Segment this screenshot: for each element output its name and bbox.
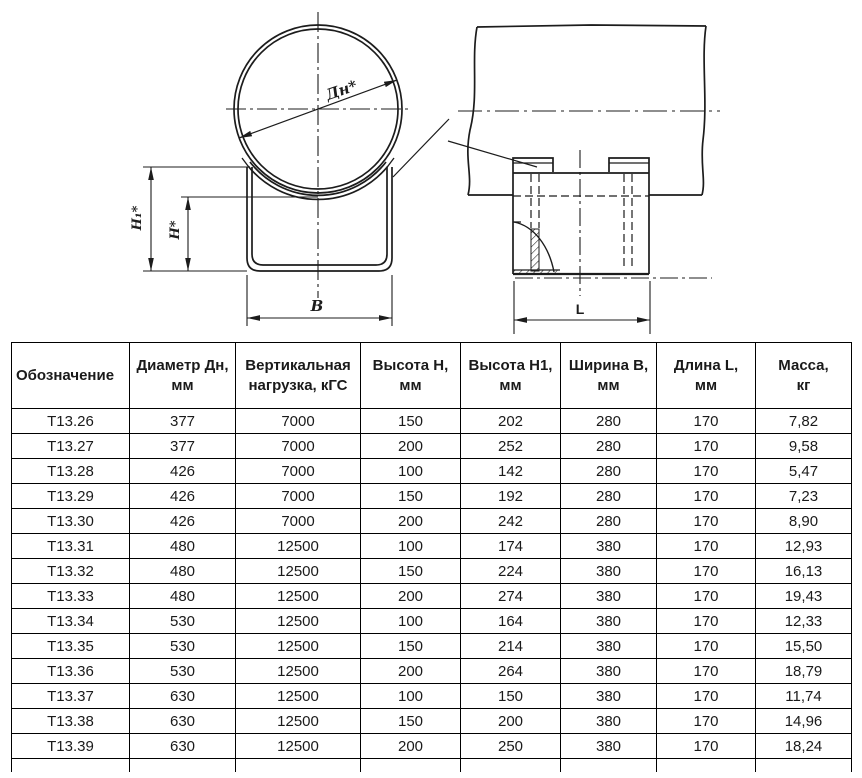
header-line-1: Вертикальная	[245, 356, 351, 374]
header-line-1: Длина L,	[673, 356, 739, 374]
table-cell: 142	[461, 459, 561, 484]
table-cell: 100	[361, 609, 461, 634]
header-line-2: мм	[399, 376, 422, 394]
table-cell: 170	[657, 434, 756, 459]
table-cell: 200	[361, 434, 461, 459]
table-cell: Т13.31	[12, 534, 130, 559]
table-cell: 170	[657, 634, 756, 659]
table-cell: 630	[130, 709, 236, 734]
table-cell	[12, 759, 130, 772]
saddle-support-drawing	[0, 0, 862, 340]
table-cell: 200	[361, 734, 461, 759]
table-cell: 14,96	[756, 709, 852, 734]
table-cell: 530	[130, 659, 236, 684]
table-cell: 170	[657, 734, 756, 759]
table-cell: 7000	[236, 434, 361, 459]
table-cell: Т13.28	[12, 459, 130, 484]
table-cell: Т13.32	[12, 559, 130, 584]
table-cell: 630	[130, 734, 236, 759]
table-cell: 170	[657, 509, 756, 534]
table-cell: Т13.26	[12, 409, 130, 434]
column-header	[236, 343, 361, 409]
table-cell: 164	[461, 609, 561, 634]
table-cell: 480	[130, 559, 236, 584]
table-cell: 7,82	[756, 409, 852, 434]
table-cell: 280	[561, 434, 657, 459]
column-header	[657, 343, 756, 409]
header-line-2: кг	[796, 376, 811, 394]
table-row	[12, 684, 852, 709]
table-cell: 280	[561, 409, 657, 434]
table-cell	[461, 759, 561, 772]
table-cell: 377	[130, 409, 236, 434]
column-header	[12, 343, 130, 409]
table-cell: 12500	[236, 659, 361, 684]
table-cell: 150	[361, 409, 461, 434]
column-header	[361, 343, 461, 409]
table-cell: Т13.38	[12, 709, 130, 734]
table-cell: 200	[361, 659, 461, 684]
table-cell: 150	[361, 709, 461, 734]
table-cell: 150	[461, 684, 561, 709]
table-row	[12, 559, 852, 584]
header-line-2: мм	[597, 376, 620, 394]
table-row	[12, 734, 852, 759]
table-cell: 380	[561, 634, 657, 659]
table-cell: 480	[130, 584, 236, 609]
table-cell: 242	[461, 509, 561, 534]
table-cell: 174	[461, 534, 561, 559]
table-cell: 12500	[236, 684, 361, 709]
table-cell: 250	[461, 734, 561, 759]
table-cell: 426	[130, 509, 236, 534]
table-cell: 170	[657, 559, 756, 584]
column-header	[130, 343, 236, 409]
table-cell: 16,13	[756, 559, 852, 584]
table-cell: 170	[657, 409, 756, 434]
table-cell: 200	[361, 584, 461, 609]
table-cell: 170	[657, 459, 756, 484]
table-cell: Т13.36	[12, 659, 130, 684]
header-line-2: нагрузка, кГС	[248, 376, 348, 394]
table-cell: 5,47	[756, 459, 852, 484]
column-header	[461, 343, 561, 409]
table-cell: 8,90	[756, 509, 852, 534]
table-cell: 380	[561, 659, 657, 684]
table-cell: 7,23	[756, 484, 852, 509]
table-cell: 100	[361, 534, 461, 559]
h1-label: Н₁*	[130, 205, 145, 231]
table-cell: 280	[561, 459, 657, 484]
header-line-2: мм	[499, 376, 522, 394]
table-cell: 380	[561, 584, 657, 609]
column-header	[561, 343, 657, 409]
table-cell: Т13.27	[12, 434, 130, 459]
table-cell: 380	[561, 609, 657, 634]
table-cell: 380	[561, 684, 657, 709]
table-cell: 380	[561, 709, 657, 734]
table-cell: 170	[657, 534, 756, 559]
table-cell: 100	[361, 459, 461, 484]
table-row	[12, 634, 852, 659]
rib-section-hatch	[531, 229, 539, 271]
column-header	[756, 343, 852, 409]
table-cell: Т13.37	[12, 684, 130, 709]
table-row-cutoff	[12, 759, 852, 772]
table-cell: Т13.30	[12, 509, 130, 534]
header-line-1: Высота Н1,	[468, 356, 553, 374]
table-body	[12, 409, 852, 772]
header-line-1: Масса,	[778, 356, 829, 374]
table-row	[12, 609, 852, 634]
table-row	[12, 534, 852, 559]
table-cell: 7000	[236, 459, 361, 484]
table-cell: 192	[461, 484, 561, 509]
table-cell: 380	[561, 534, 657, 559]
table-cell	[236, 759, 361, 772]
table-cell: Т13.34	[12, 609, 130, 634]
table-cell: 12500	[236, 634, 361, 659]
table-cell: 426	[130, 459, 236, 484]
table-cell: 7000	[236, 484, 361, 509]
table-cell: 426	[130, 484, 236, 509]
header-line-1: Ширина В,	[568, 356, 649, 374]
table-cell: 377	[130, 434, 236, 459]
table-cell: 380	[561, 734, 657, 759]
table-cell: 18,24	[756, 734, 852, 759]
diameter-label: Дн*	[323, 76, 360, 105]
table-cell: 170	[657, 659, 756, 684]
header-line-1: Обозначение	[16, 366, 115, 384]
table-cell: 12,33	[756, 609, 852, 634]
table-cell: Т13.35	[12, 634, 130, 659]
table-cell: Т13.39	[12, 734, 130, 759]
table-cell: 15,50	[756, 634, 852, 659]
table-cell: 252	[461, 434, 561, 459]
table-cell: 19,43	[756, 584, 852, 609]
b-label: В	[310, 297, 324, 315]
table-row	[12, 409, 852, 434]
table-row	[12, 709, 852, 734]
table-cell: 7000	[236, 509, 361, 534]
table-cell: 150	[361, 484, 461, 509]
header-line-2: мм	[171, 376, 194, 394]
table-cell: 11,74	[756, 684, 852, 709]
table-cell: 170	[657, 709, 756, 734]
table-cell: 214	[461, 634, 561, 659]
table-cell: 18,79	[756, 659, 852, 684]
table-cell: 530	[130, 634, 236, 659]
table-cell: 274	[461, 584, 561, 609]
table-cell: 7000	[236, 409, 361, 434]
table-cell: 200	[461, 709, 561, 734]
table-header-row	[12, 343, 852, 409]
dimensions-table	[11, 342, 852, 772]
table-cell: 280	[561, 509, 657, 534]
table-cell: 170	[657, 584, 756, 609]
table-cell	[756, 759, 852, 772]
table-cell: 380	[561, 559, 657, 584]
table-cell: 12500	[236, 709, 361, 734]
l-label: L	[575, 301, 585, 317]
table-cell	[130, 759, 236, 772]
table-cell: 150	[361, 559, 461, 584]
table-cell: 530	[130, 609, 236, 634]
header-line-1: Диаметр Дн,	[136, 356, 229, 374]
pipe-top-edge	[477, 25, 706, 27]
table-cell: 170	[657, 484, 756, 509]
table-row	[12, 584, 852, 609]
header-line-1: Высота Н,	[372, 356, 449, 374]
table-row	[12, 484, 852, 509]
table-cell: 12500	[236, 559, 361, 584]
table-row	[12, 509, 852, 534]
table-cell: Т13.29	[12, 484, 130, 509]
table-cell: 630	[130, 684, 236, 709]
h-label: Н*	[168, 220, 183, 240]
saddle-side-right	[609, 158, 649, 274]
table-cell: 100	[361, 684, 461, 709]
table-cell: 170	[657, 609, 756, 634]
side-view	[458, 25, 720, 334]
table-cell: 200	[361, 509, 461, 534]
table-cell: 264	[461, 659, 561, 684]
table-cell: 202	[461, 409, 561, 434]
technical-drawing	[0, 0, 862, 340]
table-cell: Т13.33	[12, 584, 130, 609]
leader-line-1	[393, 119, 449, 177]
table-cell	[561, 759, 657, 772]
table-cell: 170	[657, 684, 756, 709]
table-cell: 480	[130, 534, 236, 559]
table-row	[12, 659, 852, 684]
table-cell: 9,58	[756, 434, 852, 459]
table-cell: 12500	[236, 734, 361, 759]
table-cell: 12,93	[756, 534, 852, 559]
table-cell: 280	[561, 484, 657, 509]
table-row	[12, 459, 852, 484]
table-cell	[657, 759, 756, 772]
table-cell: 224	[461, 559, 561, 584]
table-cell	[361, 759, 461, 772]
table-cell: 150	[361, 634, 461, 659]
table-row	[12, 434, 852, 459]
table-cell: 12500	[236, 534, 361, 559]
base-section-hatch	[513, 270, 560, 275]
header-line-2: мм	[694, 376, 718, 394]
front-view	[143, 12, 537, 326]
table-cell: 12500	[236, 609, 361, 634]
table-cell: 12500	[236, 584, 361, 609]
